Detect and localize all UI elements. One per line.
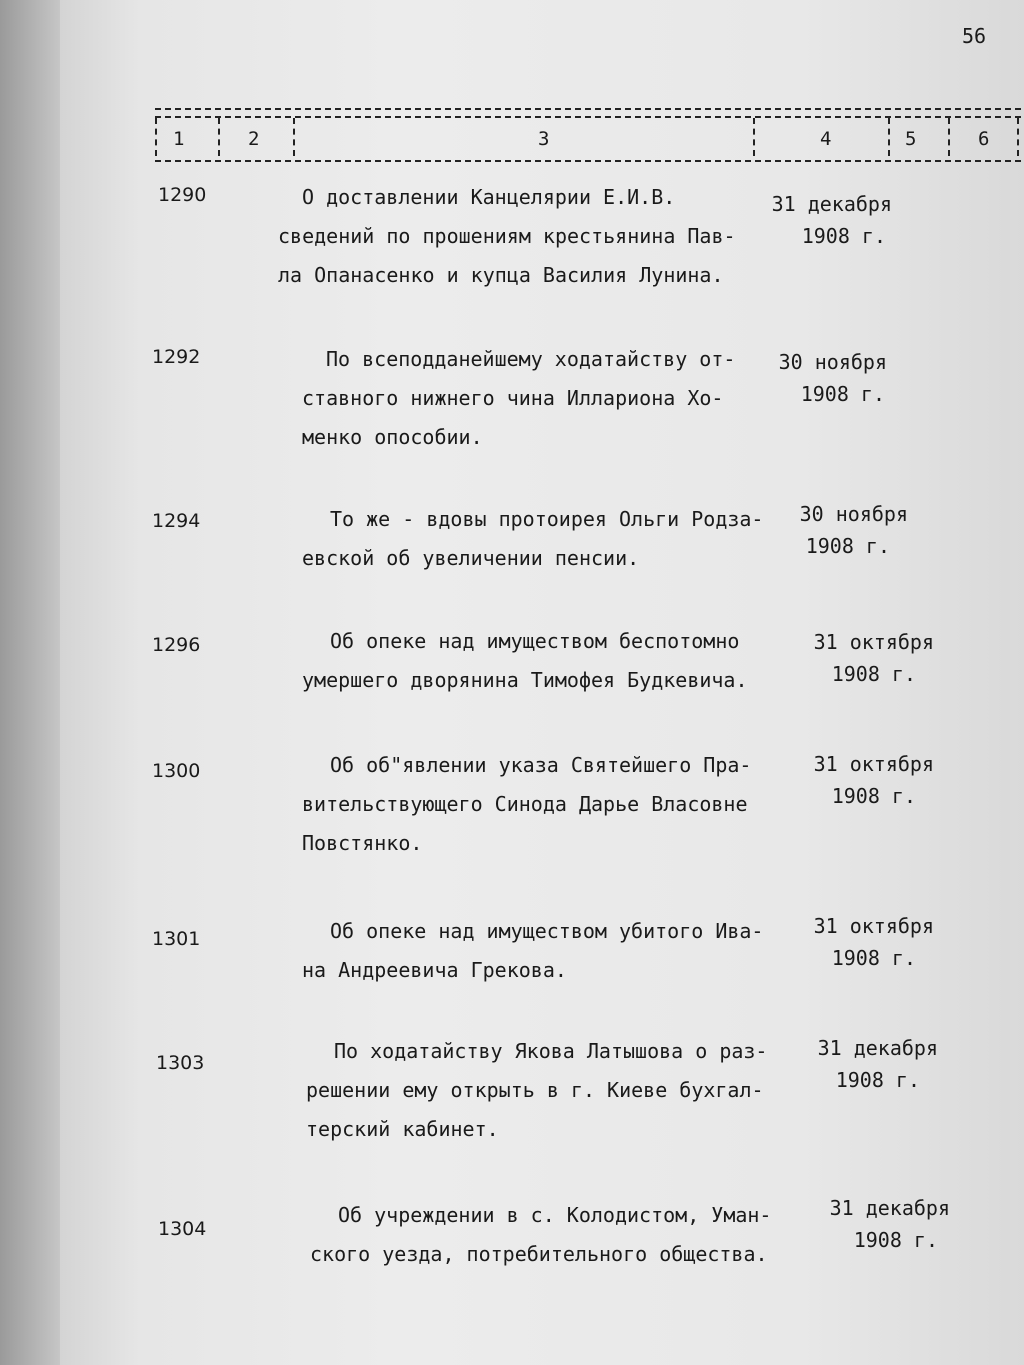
- case-date: 30 ноября 1908 г.: [799, 502, 908, 558]
- case-number: 1294: [152, 510, 201, 532]
- case-title: По всеподданейшему ходатайству от- ставного нижнего чина Иллариона Хо- менко опособии.: [302, 347, 736, 449]
- case-number: 1300: [152, 760, 201, 782]
- header-rule: [155, 116, 1021, 118]
- case-title: То же - вдовы протоирея Ольги Родза- евской об увеличении пенсии.: [302, 507, 764, 570]
- column-label-3: 3: [538, 128, 550, 150]
- column-label-2: 2: [248, 128, 260, 150]
- case-number: 1304: [158, 1218, 207, 1240]
- column-separator: [293, 118, 295, 156]
- column-label-1: 1: [173, 128, 185, 150]
- case-date: 31 декабря 1908 г.: [771, 192, 892, 248]
- column-label-4: 4: [820, 128, 832, 150]
- book-fold-shadow: [0, 0, 60, 1365]
- case-date: 31 октября 1908 г.: [813, 630, 934, 686]
- case-title: Об об"явлении указа Святейшего Пра- вительствующего Синода Дарье Власовне Повстянко.: [302, 753, 752, 855]
- case-number: 1296: [152, 634, 201, 656]
- case-number: 1301: [152, 928, 201, 950]
- column-separator: [753, 118, 755, 156]
- column-label-6: 6: [978, 128, 990, 150]
- case-title: По ходатайству Якова Латышова о раз- решении ему открыть в г. Киеве бухгал- терский кабинет.: [306, 1039, 768, 1141]
- column-header: [155, 108, 1021, 162]
- case-title: Об учреждении в с. Колодистом, Уман- ского уезда, потребительного общества.: [310, 1203, 772, 1266]
- case-date: 31 декабря 1908 г.: [817, 1036, 938, 1092]
- case-date: 31 декабря 1908 г.: [829, 1196, 950, 1252]
- case-title: Об опеке над имуществом убитого Ива- на Андреевича Грекова.: [302, 919, 764, 982]
- case-date: 30 ноября 1908 г.: [778, 350, 887, 406]
- case-number: 1290: [158, 184, 207, 206]
- case-date: 31 октября 1908 г.: [813, 752, 934, 808]
- case-title: Об опеке над имуществом беспотомно умершего дворянина Тимофея Будкевича.: [302, 629, 748, 692]
- case-number: 1303: [156, 1052, 205, 1074]
- column-label-5: 5: [905, 128, 917, 150]
- case-title: О доставлении Канцелярии Е.И.В. сведений по прошениям крестьянина Пав- ла Опанасенко и купца Василия Лунина.: [278, 185, 736, 287]
- column-separator: [948, 118, 950, 156]
- column-separator: [155, 118, 157, 156]
- page-number: 56: [962, 24, 987, 48]
- case-number: 1292: [152, 346, 201, 368]
- column-separator: [218, 118, 220, 156]
- column-separator: [1017, 118, 1019, 156]
- column-separator: [888, 118, 890, 156]
- case-date: 31 октября 1908 г.: [813, 914, 934, 970]
